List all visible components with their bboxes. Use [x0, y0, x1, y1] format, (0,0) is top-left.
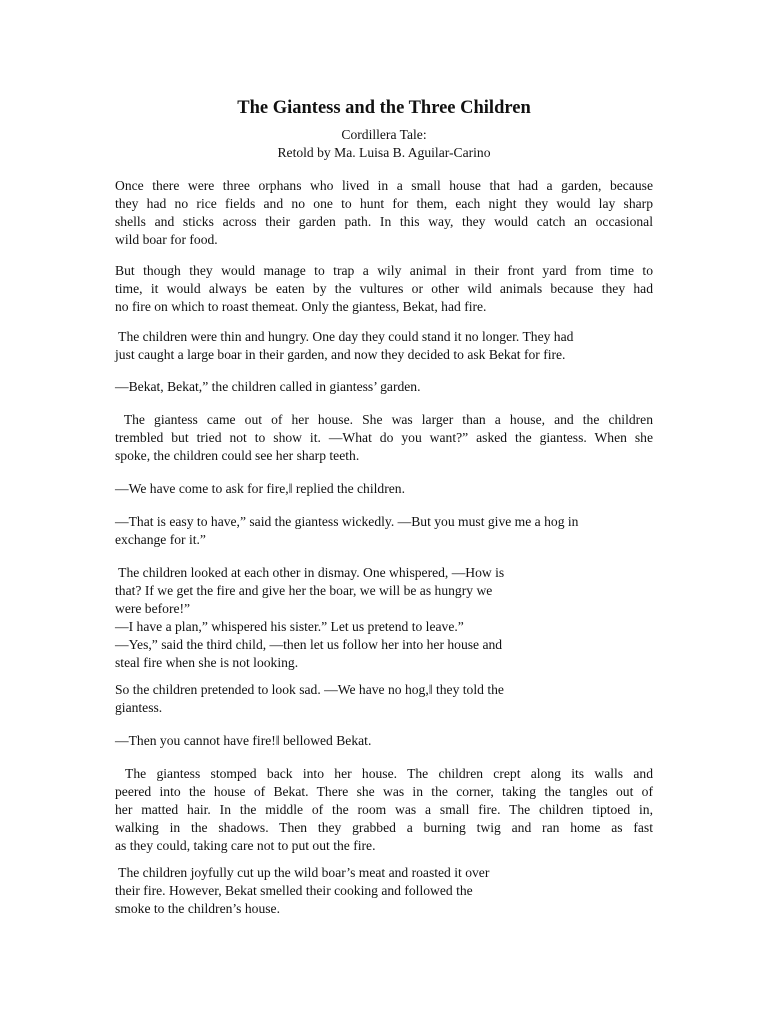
text-line: as they could, taking care not to put out the fire. — [115, 838, 376, 853]
paragraph-4 — [115, 378, 653, 396]
subtitle-origin: Cordillera Tale: — [341, 127, 427, 142]
text-line: steal fire when she is not looking. — [115, 655, 299, 670]
text-line: The giantess came out of her house. She was larger than a house, and the children — [115, 412, 653, 427]
text-line: —We have come to ask for fire,‖ replied the children. — [115, 481, 405, 496]
paragraph-6 — [115, 480, 653, 498]
text-line: exchange for it.” — [115, 532, 206, 547]
text-line: they had no rice fields and no one to hunt for them, each night they would lay sharp — [115, 196, 653, 211]
text-line: —I have a plan,” whispered his sister.” Let us pretend to leave.” — [115, 619, 464, 634]
text-line: Once there were three orphans who lived in a small house that had a garden, because — [115, 178, 653, 193]
text-line: wild boar for food. — [115, 232, 218, 247]
text-line: —Then you cannot have fire!‖ bellowed Bekat. — [115, 733, 372, 748]
text-line: no fire on which to roast themeat. Only the giantess, Bekat, had fire. — [115, 299, 487, 314]
text-line: spoke, the children could see her sharp teeth. — [115, 448, 360, 463]
text-line: —Yes,” said the third child, —then let us follow her into her house and — [115, 637, 503, 652]
text-line: So the children pretended to look sad. —We have no hog,‖ they told the — [115, 682, 504, 697]
paragraph-8 — [115, 564, 575, 672]
text-line: were before!” — [115, 601, 191, 616]
text-line: peered into the house of Bekat. There she was in the corner, taking the tangles out of — [115, 784, 653, 799]
text-line: But though they would manage to trap a wily animal in their front yard from time to — [115, 263, 653, 278]
subtitle-author: Retold by Ma. Luisa B. Aguilar-Carino — [277, 145, 491, 160]
paragraph-1 — [115, 177, 653, 249]
text-line: —Bekat, Bekat,” the children called in giantess’ garden. — [115, 379, 421, 394]
story-title: The Giantess and the Three Children — [237, 98, 531, 118]
text-line: The children looked at each other in dismay. One whispered, —How is — [115, 565, 505, 580]
text-line: that? If we get the fire and give her the boar, we will be as hungry we — [115, 583, 493, 598]
text-line: their fire. However, Bekat smelled their cooking and followed the — [115, 883, 473, 898]
text-line: The children joyfully cut up the wild boar’s meat and roasted it over — [115, 865, 490, 880]
paragraph-2 — [115, 262, 653, 316]
paragraph-11 — [115, 765, 653, 855]
text-line: shells and sticks across their garden path. In this way, they would catch an occasional — [115, 214, 653, 229]
text-line: The giantess stomped back into her house. The children crept along its walls and — [115, 766, 653, 781]
paragraph-12 — [115, 864, 575, 918]
text-line: her matted hair. In the middle of the room was a small fire. The children tiptoed in, — [115, 802, 653, 817]
paragraph-3 — [115, 328, 653, 364]
paragraph-5 — [115, 411, 653, 465]
text-line: walking in the shadows. Then they grabbed a burning twig and ran home as fast — [115, 820, 653, 835]
text-line: trembled but tried not to show it. —What do you want?” asked the giantess. When she — [115, 430, 653, 445]
text-line: smoke to the children’s house. — [115, 901, 280, 916]
text-line: just caught a large boar in their garden, and now they decided to ask Bekat for fire. — [115, 347, 566, 362]
text-line: The children were thin and hungry. One day they could stand it no longer. They had — [115, 329, 574, 344]
text-line: time, it would always be eaten by the vultures or other wild animals because they had — [115, 281, 653, 296]
paragraph-9 — [115, 681, 575, 717]
paragraph-7 — [115, 513, 653, 549]
text-line: —That is easy to have,” said the giantess wickedly. —But you must give me a hog in — [115, 514, 579, 529]
paragraph-10 — [115, 732, 575, 750]
text-line: giantess. — [115, 700, 163, 715]
